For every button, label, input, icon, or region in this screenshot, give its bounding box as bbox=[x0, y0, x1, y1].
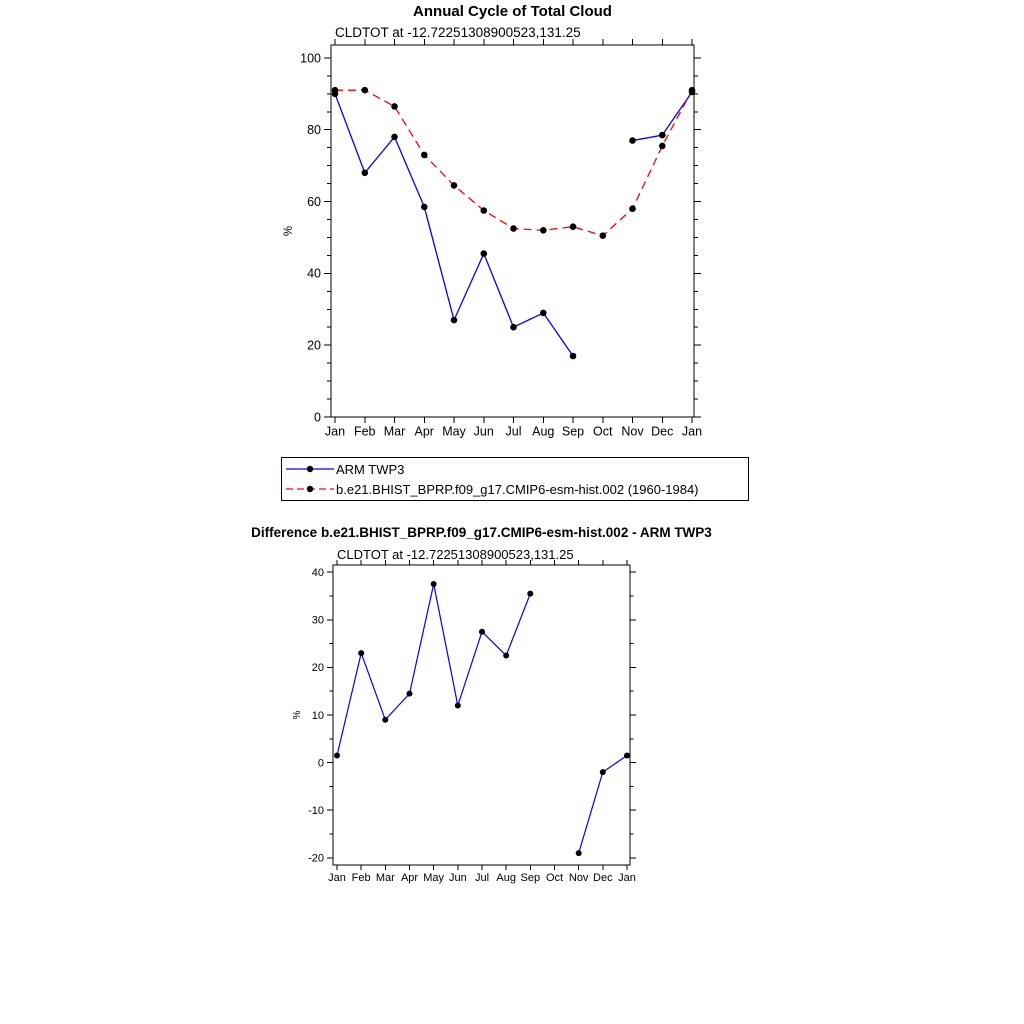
svg-text:Mar: Mar bbox=[383, 424, 406, 439]
svg-text:30: 30 bbox=[311, 614, 324, 627]
chart2-subtitle: CLDTOT at -12.72251308900523,131.25 bbox=[337, 547, 574, 562]
svg-text:Nov: Nov bbox=[568, 872, 589, 884]
svg-text:-20: -20 bbox=[308, 852, 324, 865]
svg-text:May: May bbox=[423, 872, 445, 884]
svg-text:100: 100 bbox=[300, 51, 321, 66]
svg-text:0: 0 bbox=[317, 757, 324, 770]
svg-text:Dec: Dec bbox=[651, 424, 674, 439]
svg-text:Feb: Feb bbox=[351, 872, 371, 884]
legend-entry-model-run bbox=[284, 479, 748, 499]
svg-text:10: 10 bbox=[311, 709, 324, 722]
svg-text:Feb: Feb bbox=[353, 424, 376, 439]
svg-text:Nov: Nov bbox=[621, 424, 644, 439]
legend-label-arm-twp3: ARM TWP3 bbox=[336, 461, 405, 477]
svg-text:Jun: Jun bbox=[448, 872, 467, 884]
svg-text:-10: -10 bbox=[308, 805, 324, 818]
svg-text:Jan: Jan bbox=[618, 872, 636, 884]
svg-text:Apr: Apr bbox=[400, 872, 419, 884]
svg-text:Jul: Jul bbox=[505, 424, 522, 439]
svg-text:Apr: Apr bbox=[414, 424, 434, 439]
svg-text:Mar: Mar bbox=[375, 872, 395, 884]
chart1-plot-area bbox=[280, 37, 725, 455]
svg-text:60: 60 bbox=[307, 194, 321, 209]
svg-text:Jun: Jun bbox=[473, 424, 494, 439]
svg-text:Jan: Jan bbox=[328, 872, 346, 884]
svg-text:Aug: Aug bbox=[496, 872, 516, 884]
svg-text:%: % bbox=[292, 710, 303, 720]
svg-text:Jan: Jan bbox=[324, 424, 346, 439]
chart2-title: Difference b.e21.BHIST_BPRP.f09_g17.CMIP6-esm-hist.002 - ARM TWP3 bbox=[251, 525, 712, 540]
svg-text:Aug: Aug bbox=[532, 424, 555, 439]
legend-label-model-run: b.e21.BHIST_BPRP.f09_g17.CMIP6-esm-hist.002 (1960-1984) bbox=[336, 481, 699, 497]
svg-text:Oct: Oct bbox=[545, 872, 564, 884]
svg-text:20: 20 bbox=[311, 662, 324, 675]
svg-text:Jan: Jan bbox=[681, 424, 703, 439]
chart1-legend bbox=[281, 457, 749, 501]
svg-text:Oct: Oct bbox=[593, 424, 613, 439]
red-dashed-line-marker-icon bbox=[284, 480, 336, 498]
svg-text:40: 40 bbox=[307, 266, 321, 281]
svg-text:40: 40 bbox=[311, 566, 324, 579]
svg-text:Sep: Sep bbox=[561, 424, 585, 439]
chart2-plot-area bbox=[290, 560, 670, 895]
svg-text:Dec: Dec bbox=[593, 872, 613, 884]
svg-text:0: 0 bbox=[314, 410, 321, 425]
chart1-title: Annual Cycle of Total Cloud bbox=[413, 3, 612, 20]
svg-text:May: May bbox=[442, 424, 466, 439]
svg-text:20: 20 bbox=[307, 338, 321, 353]
svg-text:Sep: Sep bbox=[520, 872, 541, 884]
legend-entry-arm-twp3 bbox=[284, 459, 748, 479]
chart1-subtitle: CLDTOT at -12.72251308900523,131.25 bbox=[335, 25, 581, 40]
svg-text:80: 80 bbox=[307, 123, 321, 138]
svg-text:Jul: Jul bbox=[474, 872, 490, 884]
blue-solid-line-marker-icon bbox=[284, 460, 336, 478]
svg-text:%: % bbox=[283, 225, 295, 237]
